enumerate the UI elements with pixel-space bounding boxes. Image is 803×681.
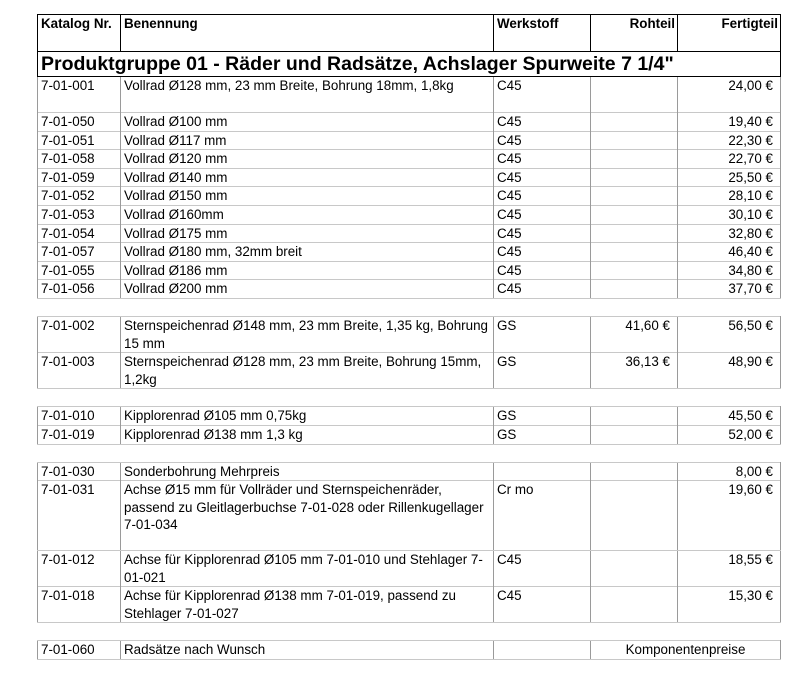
item-name: Kipplorenrad Ø138 mm 1,3 kg (121, 425, 494, 444)
raw-part-price (591, 551, 678, 587)
item-material: C45 (494, 587, 591, 623)
column-header-werkstoff: Werkstoff (494, 15, 591, 52)
catalog-number: 7-01-054 (38, 224, 121, 243)
item-material: C45 (494, 77, 591, 113)
table-row (38, 425, 781, 444)
item-name: Radsätze nach Wunsch (121, 641, 494, 660)
item-name: Vollrad Ø160mm (121, 205, 494, 224)
column-header-benennung: Benennung (121, 15, 494, 52)
item-material: C45 (494, 261, 591, 280)
finished-part-price: 18,55 € (678, 551, 781, 587)
catalog-number: 7-01-001 (38, 77, 121, 113)
item-name: Vollrad Ø150 mm (121, 187, 494, 206)
item-name: Vollrad Ø117 mm (121, 131, 494, 150)
finished-part-price: 37,70 € (678, 280, 781, 299)
table-row (38, 551, 781, 587)
raw-part-price (591, 481, 678, 551)
item-name: Vollrad Ø140 mm (121, 168, 494, 187)
catalog-number: 7-01-019 (38, 425, 121, 444)
row-spacer (38, 389, 781, 407)
finished-part-price: 19,60 € (678, 481, 781, 551)
item-material: C45 (494, 187, 591, 206)
table-row (38, 131, 781, 150)
item-material: C45 (494, 224, 591, 243)
catalog-number: 7-01-030 (38, 462, 121, 481)
table-row (38, 113, 781, 132)
table-row (38, 168, 781, 187)
item-material: C45 (494, 113, 591, 132)
finished-part-price: 28,10 € (678, 187, 781, 206)
table-row (38, 641, 781, 660)
finished-part-price: 56,50 € (678, 316, 781, 352)
group-header-row (38, 52, 781, 77)
item-name: Kipplorenrad Ø105 mm 0,75kg (121, 407, 494, 426)
table-row (38, 587, 781, 623)
table-row (38, 353, 781, 389)
catalog-number: 7-01-051 (38, 131, 121, 150)
item-name: Achse für Kipplorenrad Ø138 mm 7-01-019, passend zu Stehlager 7-01-027 (121, 587, 494, 623)
item-name: Vollrad Ø100 mm (121, 113, 494, 132)
catalog-number: 7-01-056 (38, 280, 121, 299)
item-material: GS (494, 425, 591, 444)
table-row (38, 224, 781, 243)
item-name: Vollrad Ø180 mm, 32mm breit (121, 243, 494, 262)
table-row (38, 316, 781, 352)
row-spacer (38, 298, 781, 316)
item-name: Sternspeichenrad Ø148 mm, 23 mm Breite, 1,35 kg, Bohrung 15 mm (121, 316, 494, 352)
item-name: Vollrad Ø200 mm (121, 280, 494, 299)
item-name: Vollrad Ø186 mm (121, 261, 494, 280)
raw-part-price: 36,13 € (591, 353, 678, 389)
item-name: Sonderbohrung Mehrpreis (121, 462, 494, 481)
raw-part-price (591, 462, 678, 481)
catalog-number: 7-01-053 (38, 205, 121, 224)
catalog-number: 7-01-010 (38, 407, 121, 426)
table-row (38, 77, 781, 113)
column-header-rohteil: Rohteil (591, 15, 678, 52)
raw-part-price (591, 280, 678, 299)
item-name: Sternspeichenrad Ø128 mm, 23 mm Breite, Bohrung 15mm, 1,2kg (121, 353, 494, 389)
item-name: Vollrad Ø120 mm (121, 150, 494, 169)
finished-part-price: 34,80 € (678, 261, 781, 280)
item-name: Vollrad Ø128 mm, 23 mm Breite, Bohrung 18mm, 1,8kg (121, 77, 494, 113)
item-name: Vollrad Ø175 mm (121, 224, 494, 243)
catalog-number: 7-01-050 (38, 113, 121, 132)
raw-part-price (591, 187, 678, 206)
raw-part-price (591, 425, 678, 444)
raw-part-price (591, 77, 678, 113)
catalog-number: 7-01-059 (38, 168, 121, 187)
item-material: GS (494, 316, 591, 352)
group-title: Produktgruppe 01 - Räder und Radsätze, Achslager Spurweite 7 1/4" (38, 52, 781, 77)
finished-part-price: 24,00 € (678, 77, 781, 113)
table-row (38, 261, 781, 280)
raw-part-price (591, 587, 678, 623)
finished-part-price: 15,30 € (678, 587, 781, 623)
item-material (494, 462, 591, 481)
finished-part-price: 30,10 € (678, 205, 781, 224)
catalog-number: 7-01-018 (38, 587, 121, 623)
catalog-number: 7-01-031 (38, 481, 121, 551)
finished-part-price: 48,90 € (678, 353, 781, 389)
catalog-number: 7-01-060 (38, 641, 121, 660)
table-row (38, 243, 781, 262)
finished-part-price: 52,00 € (678, 425, 781, 444)
table-row (38, 150, 781, 169)
raw-part-price (591, 168, 678, 187)
raw-part-price (591, 224, 678, 243)
item-material: C45 (494, 168, 591, 187)
finished-part-price: 19,40 € (678, 113, 781, 132)
item-material: GS (494, 407, 591, 426)
column-header-fertigteil: Fertigteil (678, 15, 781, 52)
item-material: C45 (494, 280, 591, 299)
row-spacer (38, 623, 781, 641)
price-table (37, 14, 781, 660)
price-list-sheet (37, 14, 780, 660)
row-spacer (38, 444, 781, 462)
finished-part-price: 45,50 € (678, 407, 781, 426)
catalog-number: 7-01-012 (38, 551, 121, 587)
item-name: Achse Ø15 mm für Vollräder und Sternspeichenräder, passend zu Gleitlagerbuchse 7-01-028 oder Rillenkugellager 7-01-034 (121, 481, 494, 551)
item-material (494, 641, 591, 660)
item-material: C45 (494, 205, 591, 224)
table-row (38, 407, 781, 426)
catalog-number: 7-01-058 (38, 150, 121, 169)
item-material: C45 (494, 150, 591, 169)
table-row (38, 462, 781, 481)
table-row (38, 481, 781, 551)
raw-part-price (591, 205, 678, 224)
finished-part-price: 22,70 € (678, 150, 781, 169)
item-name: Achse für Kipplorenrad Ø105 mm 7-01-010 und Stehlager 7-01-021 (121, 551, 494, 587)
raw-part-price (591, 113, 678, 132)
item-material: GS (494, 353, 591, 389)
catalog-number: 7-01-055 (38, 261, 121, 280)
catalog-number: 7-01-052 (38, 187, 121, 206)
price-note: Komponentenpreise (591, 641, 781, 660)
raw-part-price (591, 131, 678, 150)
catalog-number: 7-01-003 (38, 353, 121, 389)
catalog-number: 7-01-057 (38, 243, 121, 262)
finished-part-price: 25,50 € (678, 168, 781, 187)
table-row (38, 280, 781, 299)
raw-part-price (591, 150, 678, 169)
table-row (38, 187, 781, 206)
raw-part-price: 41,60 € (591, 316, 678, 352)
raw-part-price (591, 243, 678, 262)
raw-part-price (591, 261, 678, 280)
raw-part-price (591, 407, 678, 426)
finished-part-price: 32,80 € (678, 224, 781, 243)
item-material: C45 (494, 551, 591, 587)
finished-part-price: 46,40 € (678, 243, 781, 262)
column-header-katalog: Katalog Nr. (38, 15, 121, 52)
table-header-row (38, 15, 781, 52)
finished-part-price: 22,30 € (678, 131, 781, 150)
catalog-number: 7-01-002 (38, 316, 121, 352)
item-material: Cr mo (494, 481, 591, 551)
item-material: C45 (494, 131, 591, 150)
item-material: C45 (494, 243, 591, 262)
finished-part-price: 8,00 € (678, 462, 781, 481)
table-row (38, 205, 781, 224)
